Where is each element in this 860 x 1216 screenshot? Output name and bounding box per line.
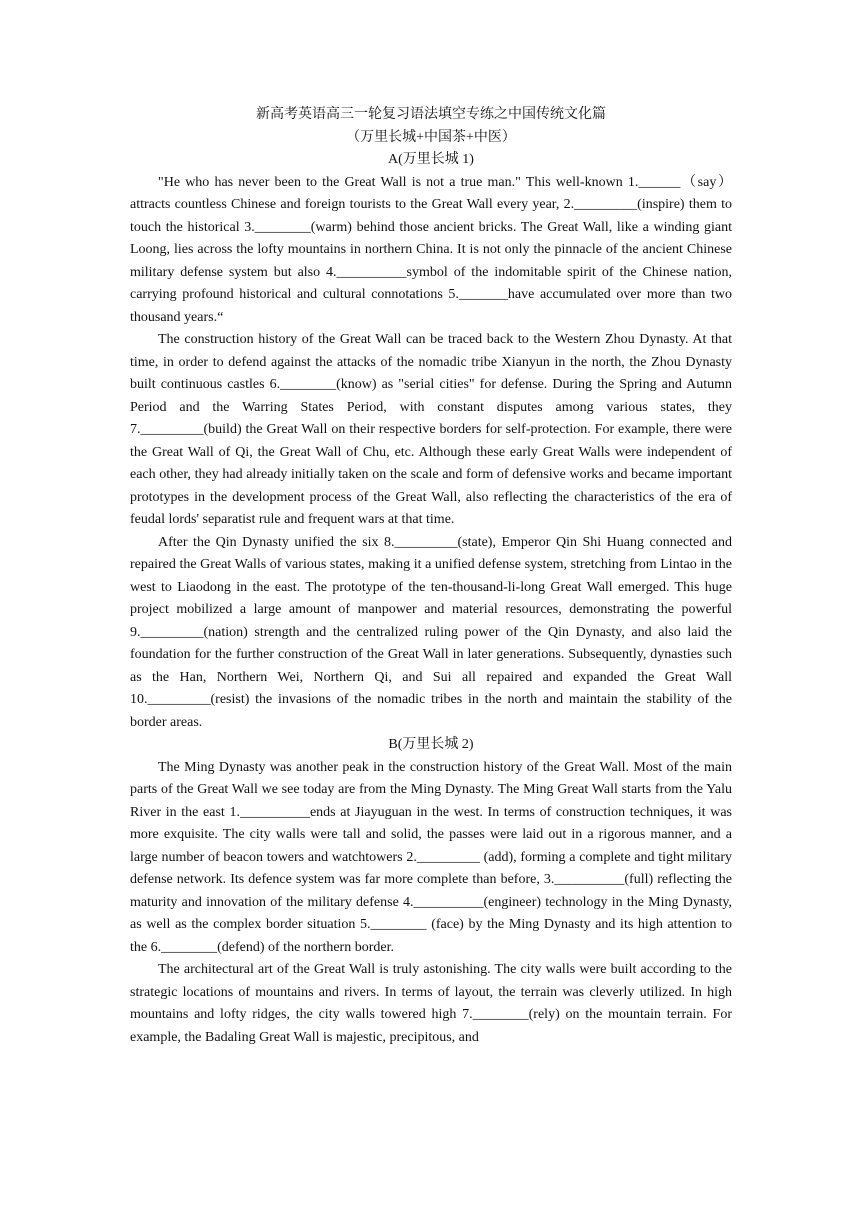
- section-b-paragraph-2: The architectural art of the Great Wall is truly astonishing. The city walls were built according to the strategic locations of mountains and rivers. In terms of layout, the terrain was cleverly utilized. In high mountains and lofty ridges, the city walls towered high 7.________(rely) on the mountain terrain. For example, the Badaling Great Wall is majestic, precipitous, and: [130, 962, 732, 1045]
- document-title: 新高考英语高三一轮复习语法填空专练之中国传统文化篇: [256, 107, 606, 122]
- document-subtitle: （万里长城+中国茶+中医）: [346, 129, 516, 145]
- section-b-paragraph-1: The Ming Dynasty was another peak in the construction history of the Great Wall. Most of the main parts of the Great Wall we see today are from the Ming Dynasty. The Ming Great Wall starts from the Yalu River in the east 1.__________ends at Jiayuguan in the west. In terms of construction techniques, it was more exquisite. The city walls were tall and solid, the passes were laid out in a rigorous manner, and a large number of beacon towers and watchtowers 2._________ (add), forming a complete and tight military defense network. Its defence system was far more complete than before, 3.__________(full) reflecting the maturity and innovation of the military defense 4.__________(engineer) technology in the Ming Dynasty, as well as the complex border situation 5.________ (face) by the Ming Dynasty and its high attention to the 6.________(defend) of the northern border.: [130, 759, 732, 955]
- section-a-paragraph-1: "He who has never been to the Great Wall is not a true man." This well-known 1.______（say）attracts countless Chinese and foreign tourists to the Great Wall every year, 2._________(inspire) them to touch the historical 3.________(warm) behind those ancient bricks. The Great Wall, like a winding giant Loong, lies across the lofty mountains in northern China. It is not only the pinnacle of the ancient Chinese military defense system but also 4.__________symbol of the indomitable spirit of the Chinese nation, carrying profound historical and cultural connotations 5._______have accumulated over more than two thousand years.“: [130, 174, 732, 325]
- section-b-heading: B(万里长城 2): [388, 737, 474, 752]
- section-a-paragraph-3: After the Qin Dynasty unified the six 8._________(state), Emperor Qin Shi Huang connected and repaired the Great Walls of various states, making it a unified defense system, stretching from Lintao in the west to Liaodong in the east. The prototype of the ten-thousand-li-long Great Wall emerged. This huge project mobilized a large amount of manpower and material resources, demonstrating the powerful 9._________(nation) strength and the centralized ruling power of the Qin Dynasty, and also laid the foundation for the further construction of the Great Wall in later generations. Subsequently, dynasties such as the Han, Northern Wei, Northern Qi, and Sui all repaired and expanded the Great Wall 10._________(resist) the invasions of the nomadic tribes in the north and maintain the stability of the border areas.: [130, 534, 732, 730]
- document-page: [130, 104, 732, 1049]
- section-a-heading: A(万里长城 1): [388, 152, 474, 167]
- section-a-paragraph-2: The construction history of the Great Wall can be traced back to the Western Zhou Dynasty. At that time, in order to defend against the attacks of the nomadic tribe Xianyun in the north, the Zhou Dynasty built continuous castles 6.________(know) as "serial cities" for defense. During the Spring and Autumn Period and the Warring States Period, with constant disputes among various states, they 7._________(build) the Great Wall on their respective borders for self-protection. For example, there were the Great Wall of Qi, the Great Wall of Chu, etc. Although these early Great Walls were independent of each other, they had already initially taken on the scale and form of defensive works and became important prototypes in the development process of the Great Wall, also reflecting the characteristics of the era of feudal lords' separatist rule and frequent wars at that time.: [130, 332, 732, 527]
